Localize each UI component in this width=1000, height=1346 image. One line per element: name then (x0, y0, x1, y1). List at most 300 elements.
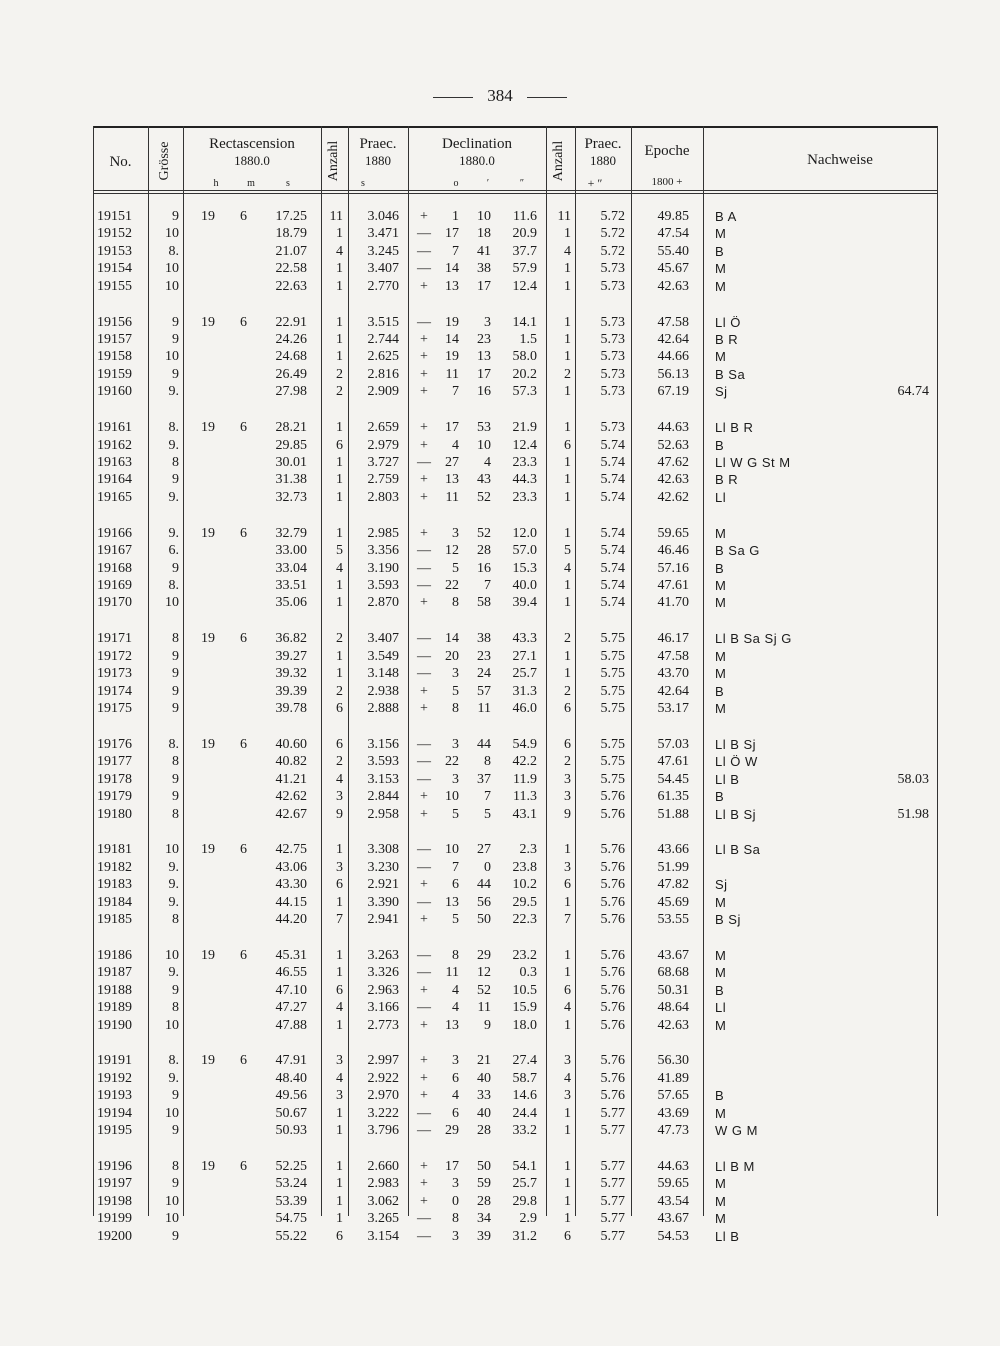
cell-no: 19173 (97, 666, 132, 682)
cell-decl-deg: 1 (452, 209, 459, 224)
cell-anzahl-1: 2 (336, 631, 343, 647)
cell-praec-decl: 5.76 (600, 806, 625, 822)
cell-praec-ra: 2.909 (367, 384, 399, 400)
cell-praec-ra: 3.222 (367, 1105, 399, 1121)
cell-ra-s: 22.58 (275, 261, 307, 277)
cell-ra-s: 46.55 (275, 965, 307, 981)
table-row (93, 260, 938, 277)
cell-decl-deg: 13 (445, 472, 459, 488)
cell-anzahl-1: 1 (336, 455, 343, 470)
cell-no: 19176 (97, 736, 132, 752)
cell-praec-ra: 2.941 (367, 912, 399, 928)
cell-decl-min: 16 (477, 560, 491, 576)
cell-ra-s: 40.82 (275, 754, 307, 770)
cell-decl-sec: 37.7 (512, 243, 537, 259)
cell-decl-sign: — (417, 1228, 431, 1244)
cell-praec-ra: 2.985 (367, 525, 399, 541)
page-number-dash-right (527, 97, 567, 98)
cell-ra-s: 29.85 (275, 437, 307, 453)
cell-decl-sign: + (420, 877, 428, 893)
cell-no: 19159 (97, 366, 132, 382)
cell-no: 19170 (97, 595, 132, 611)
cell-anzahl-1: 6 (336, 437, 343, 453)
page-number-dash-left (433, 97, 473, 98)
cell-decl-sign: + (420, 1017, 428, 1033)
cell-anzahl-2: 1 (564, 1158, 571, 1174)
cell-epoche: 47.54 (657, 226, 689, 242)
cell-decl-deg: 4 (452, 982, 459, 998)
cell-anzahl-1: 11 (329, 209, 343, 224)
cell-decl-sign: + (420, 1176, 428, 1192)
cell-praec-decl: 5.77 (600, 1211, 625, 1227)
cell-nachweise: B (715, 243, 725, 259)
cell-epoche: 51.88 (657, 806, 689, 822)
cell-anzahl-2: 4 (564, 1070, 571, 1086)
cell-epoche: 47.61 (657, 578, 689, 593)
cell-ra-m: 6 (240, 1158, 247, 1174)
cell-nachweise: M (715, 965, 727, 981)
cell-groesse: 9. (168, 489, 179, 505)
cell-praec-decl: 5.75 (600, 701, 625, 716)
table-row (93, 1158, 938, 1175)
cell-nachweise: M (715, 226, 727, 242)
header-nachweise: Nachweise (807, 152, 873, 168)
cell-no: 19171 (97, 631, 132, 647)
cell-praec-ra: 2.773 (367, 1017, 399, 1033)
cell-groesse: 8 (172, 754, 179, 770)
header-decl-unit-min: ′ (486, 178, 490, 189)
cell-decl-sign: + (420, 1053, 428, 1069)
cell-decl-sign: — (417, 261, 431, 277)
cell-praec-decl: 5.76 (600, 912, 625, 928)
cell-nachweise: M (715, 595, 727, 611)
cell-anzahl-2: 1 (564, 489, 571, 505)
cell-epoche: 53.17 (657, 701, 689, 716)
cell-anzahl-2: 1 (564, 1105, 571, 1121)
cell-groesse: 9 (172, 1176, 179, 1192)
cell-anzahl-1: 3 (336, 1088, 343, 1104)
cell-decl-sign: + (420, 1070, 428, 1086)
cell-decl-deg: 14 (445, 261, 459, 277)
cell-nachweise: Ll B Sj (715, 736, 757, 752)
cell-praec-decl: 5.74 (600, 560, 625, 576)
cell-no: 19191 (97, 1053, 132, 1069)
cell-decl-sign: — (417, 578, 431, 593)
cell-groesse: 10 (165, 595, 179, 611)
cell-ra-m: 6 (240, 947, 247, 963)
cell-epoche: 42.63 (657, 1017, 689, 1033)
cell-epoche: 44.66 (657, 349, 689, 365)
cell-decl-sign: — (417, 666, 431, 682)
cell-ra-h: 19 (201, 1053, 215, 1069)
cell-ra-s: 39.78 (275, 701, 307, 716)
cell-anzahl-1: 1 (336, 525, 343, 541)
cell-groesse: 10 (165, 226, 179, 242)
cell-no: 19185 (97, 912, 132, 928)
cell-no: 19164 (97, 472, 132, 488)
cell-no: 19196 (97, 1158, 132, 1174)
cell-anzahl-2: 1 (564, 332, 571, 347)
cell-nachweise: Ll B Sa Sj G (715, 631, 792, 647)
cell-decl-sec: 10.5 (512, 982, 537, 998)
cell-decl-min: 44 (477, 736, 491, 752)
cell-epoche: 41.89 (657, 1070, 689, 1086)
cell-anzahl-1: 6 (336, 877, 343, 893)
cell-decl-min: 18 (477, 226, 491, 242)
cell-decl-sec: 2.3 (519, 842, 537, 858)
cell-no: 19175 (97, 701, 132, 716)
cell-anzahl-1: 2 (336, 384, 343, 400)
cell-decl-sign: — (417, 1211, 431, 1227)
cell-epoche: 42.63 (657, 472, 689, 488)
cell-decl-sign: + (420, 472, 428, 488)
cell-decl-sec: 20.2 (512, 366, 537, 382)
cell-groesse: 9 (172, 314, 179, 330)
table-row (93, 577, 938, 594)
cell-ra-s: 39.27 (275, 648, 307, 664)
cell-decl-deg: 22 (445, 578, 459, 593)
cell-epoche: 54.53 (657, 1228, 689, 1244)
cell-nachweise: M (715, 701, 727, 716)
cell-groesse: 8 (172, 912, 179, 928)
cell-decl-deg: 17 (445, 1158, 459, 1174)
cell-praec-decl: 5.76 (600, 982, 625, 998)
cell-epoche: 67.19 (657, 384, 689, 400)
cell-decl-sign: — (417, 1105, 431, 1121)
cell-groesse: 9 (172, 648, 179, 664)
cell-anzahl-2: 1 (564, 384, 571, 400)
cell-anzahl-2: 3 (564, 789, 571, 805)
cell-praec-ra: 2.979 (367, 437, 399, 453)
cell-decl-sign: — (417, 894, 431, 910)
cell-anzahl-1: 4 (336, 560, 343, 576)
cell-decl-sign: + (420, 982, 428, 998)
cell-ra-m: 6 (240, 420, 247, 436)
cell-ra-h: 19 (201, 736, 215, 752)
cell-decl-deg: 14 (445, 631, 459, 647)
table-row (93, 1052, 938, 1069)
cell-ra-s: 50.93 (275, 1123, 307, 1139)
cell-ra-s: 28.21 (275, 420, 307, 436)
cell-decl-deg: 7 (452, 859, 459, 875)
table-row (93, 471, 938, 488)
cell-no: 19195 (97, 1123, 132, 1139)
cell-nachweise: M (715, 525, 727, 541)
cell-decl-sec: 27.4 (512, 1053, 537, 1069)
cell-epoche: 42.64 (657, 332, 689, 347)
cell-no: 19160 (97, 384, 132, 400)
cell-praec-decl: 5.76 (600, 1000, 625, 1016)
cell-decl-min: 37 (477, 771, 491, 787)
cell-groesse: 9. (168, 1070, 179, 1086)
cell-praec-ra: 3.549 (367, 648, 399, 664)
cell-no: 19180 (97, 806, 132, 822)
cell-decl-sign: — (417, 314, 431, 330)
cell-decl-sec: 42.2 (512, 754, 537, 770)
cell-extra-epoch: 58.03 (897, 771, 929, 787)
cell-decl-sign: — (417, 859, 431, 875)
cell-ra-h: 19 (201, 1158, 215, 1174)
cell-decl-sign: + (420, 1088, 428, 1104)
cell-no: 19178 (97, 771, 132, 787)
cell-praec-decl: 5.75 (600, 771, 625, 787)
cell-praec-decl: 5.76 (600, 1017, 625, 1033)
cell-decl-sign: + (420, 525, 428, 541)
cell-no: 19166 (97, 525, 132, 541)
cell-decl-sec: 21.9 (512, 420, 537, 436)
cell-nachweise: B Sa (715, 366, 746, 382)
cell-nachweise: M (715, 1176, 727, 1192)
cell-decl-deg: 29 (445, 1123, 459, 1139)
cell-praec-ra: 3.062 (367, 1193, 399, 1209)
header-praec-2: Praec. (584, 136, 622, 152)
cell-decl-deg: 3 (452, 1228, 459, 1244)
cell-praec-decl: 5.74 (600, 472, 625, 488)
cell-anzahl-1: 1 (336, 1158, 343, 1174)
cell-decl-min: 23 (477, 648, 491, 664)
cell-decl-sec: 11.6 (513, 209, 537, 224)
cell-anzahl-2: 2 (564, 366, 571, 382)
cell-ra-s: 33.00 (275, 543, 307, 559)
cell-decl-sign: + (420, 332, 428, 347)
cell-anzahl-1: 1 (336, 278, 343, 294)
cell-groesse: 8. (168, 578, 179, 593)
cell-praec-ra: 2.660 (367, 1158, 399, 1174)
table-row (93, 964, 938, 981)
table-row (93, 560, 938, 577)
cell-decl-min: 44 (477, 877, 491, 893)
cell-decl-sec: 29.5 (512, 894, 537, 910)
cell-epoche: 45.67 (657, 261, 689, 277)
cell-epoche: 51.99 (657, 859, 689, 875)
cell-anzahl-2: 6 (564, 877, 571, 893)
table-row (93, 1175, 938, 1192)
cell-anzahl-1: 1 (336, 595, 343, 611)
cell-praec-decl: 5.77 (600, 1193, 625, 1209)
cell-decl-sec: 12.0 (512, 525, 537, 541)
cell-groesse: 8. (168, 736, 179, 752)
cell-praec-ra: 2.888 (367, 701, 399, 716)
cell-no: 19168 (97, 560, 132, 576)
cell-anzahl-2: 1 (564, 1176, 571, 1192)
cell-decl-sec: 43.1 (512, 806, 537, 822)
cell-decl-sec: 31.3 (512, 683, 537, 699)
cell-groesse: 10 (165, 1211, 179, 1227)
cell-anzahl-2: 7 (564, 912, 571, 928)
cell-no: 19194 (97, 1105, 132, 1121)
cell-anzahl-2: 4 (564, 1000, 571, 1016)
cell-epoche: 53.55 (657, 912, 689, 928)
cell-ra-s: 22.91 (275, 314, 307, 330)
cell-decl-sign: + (420, 806, 428, 822)
cell-decl-sec: 33.2 (512, 1123, 537, 1139)
cell-no: 19200 (97, 1228, 132, 1244)
cell-praec-ra: 2.921 (367, 877, 399, 893)
cell-groesse: 9 (172, 332, 179, 347)
cell-decl-sec: 20.9 (512, 226, 537, 242)
cell-ra-h: 19 (201, 420, 215, 436)
cell-nachweise: Ll W G St M (715, 455, 791, 470)
cell-decl-min: 10 (477, 437, 491, 453)
cell-decl-deg: 8 (452, 595, 459, 611)
header-ra-unit-h: h (213, 178, 219, 189)
cell-ra-m: 6 (240, 842, 247, 858)
cell-decl-deg: 10 (445, 789, 459, 805)
star-catalogue-table (93, 126, 938, 1244)
cell-epoche: 59.65 (657, 525, 689, 541)
cell-decl-sign: — (417, 243, 431, 259)
cell-ra-s: 43.30 (275, 877, 307, 893)
cell-no: 19192 (97, 1070, 132, 1086)
cell-decl-sec: 54.9 (512, 736, 537, 752)
table-row (93, 911, 938, 928)
cell-decl-sec: 57.9 (512, 261, 537, 277)
cell-anzahl-1: 1 (336, 1017, 343, 1033)
cell-decl-deg: 8 (452, 1211, 459, 1227)
cell-anzahl-1: 1 (336, 578, 343, 593)
cell-no: 19189 (97, 1000, 132, 1016)
table-row (93, 225, 938, 242)
cell-groesse: 9. (168, 437, 179, 453)
cell-decl-sec: 23.3 (512, 489, 537, 505)
cell-anzahl-1: 1 (336, 947, 343, 963)
cell-nachweise: B (715, 789, 725, 805)
cell-ra-s: 50.67 (275, 1105, 307, 1121)
cell-decl-min: 57 (477, 683, 491, 699)
cell-decl-min: 58 (477, 595, 491, 611)
cell-anzahl-1: 1 (336, 420, 343, 436)
cell-decl-min: 52 (477, 525, 491, 541)
cell-epoche: 41.70 (657, 595, 689, 611)
cell-groesse: 9 (172, 209, 179, 224)
cell-ra-s: 17.25 (275, 209, 307, 224)
cell-praec-ra: 3.727 (367, 455, 399, 470)
cell-decl-min: 52 (477, 489, 491, 505)
table-row (93, 366, 938, 383)
cell-decl-deg: 0 (452, 1193, 459, 1209)
cell-no: 19151 (97, 209, 132, 224)
cell-epoche: 57.03 (657, 736, 689, 752)
cell-praec-ra: 3.154 (367, 1228, 399, 1244)
cell-anzahl-2: 6 (564, 701, 571, 716)
cell-ra-m: 6 (240, 1053, 247, 1069)
cell-decl-deg: 11 (445, 366, 459, 382)
cell-decl-deg: 6 (452, 1070, 459, 1086)
cell-decl-sign: — (417, 965, 431, 981)
cell-decl-sec: 25.7 (512, 1176, 537, 1192)
cell-decl-sign: + (420, 384, 428, 400)
cell-praec-ra: 2.759 (367, 472, 399, 488)
cell-praec-ra: 3.515 (367, 314, 399, 330)
cell-nachweise: M (715, 278, 727, 294)
cell-decl-sign: + (420, 912, 428, 928)
cell-nachweise: M (715, 1017, 727, 1033)
cell-nachweise: Ll (715, 1000, 727, 1016)
cell-decl-min: 43 (477, 472, 491, 488)
cell-nachweise: M (715, 947, 727, 963)
cell-epoche: 49.85 (657, 209, 689, 224)
cell-no: 19186 (97, 947, 132, 963)
cell-anzahl-1: 1 (336, 349, 343, 365)
cell-ra-h: 19 (201, 314, 215, 330)
cell-anzahl-1: 6 (336, 1228, 343, 1244)
cell-epoche: 55.40 (657, 243, 689, 259)
cell-nachweise: B Sj (715, 912, 741, 928)
cell-epoche: 43.70 (657, 666, 689, 682)
cell-decl-sign: — (417, 648, 431, 664)
cell-decl-sec: 14.1 (512, 314, 537, 330)
cell-decl-deg: 6 (452, 877, 459, 893)
cell-praec-ra: 3.166 (367, 1000, 399, 1016)
cell-epoche: 43.67 (657, 947, 689, 963)
cell-groesse: 9 (172, 1088, 179, 1104)
cell-nachweise: B (715, 1088, 725, 1104)
cell-decl-min: 39 (477, 1228, 491, 1244)
header-praec-1: Praec. (359, 136, 397, 152)
cell-anzahl-2: 3 (564, 771, 571, 787)
cell-groesse: 10 (165, 261, 179, 277)
cell-praec-decl: 5.74 (600, 489, 625, 505)
cell-anzahl-2: 4 (564, 243, 571, 259)
cell-decl-sec: 57.0 (512, 543, 537, 559)
table-row (93, 1210, 938, 1227)
cell-anzahl-2: 1 (564, 595, 571, 611)
cell-praec-decl: 5.76 (600, 1088, 625, 1104)
cell-decl-sign: + (420, 278, 428, 294)
cell-anzahl-2: 3 (564, 859, 571, 875)
cell-ra-h: 19 (201, 209, 215, 224)
page-number (0, 86, 1000, 106)
cell-nachweise: B (715, 982, 725, 998)
cell-decl-min: 33 (477, 1088, 491, 1104)
cell-anzahl-2: 1 (564, 314, 571, 330)
cell-decl-sec: 11.9 (513, 771, 537, 787)
cell-decl-sign: + (420, 437, 428, 453)
table-row (93, 1228, 938, 1245)
cell-praec-decl: 5.75 (600, 666, 625, 682)
cell-decl-sec: 23.3 (512, 455, 537, 470)
cell-decl-deg: 13 (445, 894, 459, 910)
cell-anzahl-2: 2 (564, 754, 571, 770)
cell-decl-sec: 18.0 (512, 1017, 537, 1033)
cell-decl-sec: 44.3 (512, 472, 537, 488)
cell-nachweise: B (715, 437, 725, 453)
cell-decl-sec: 23.2 (512, 947, 537, 963)
cell-anzahl-1: 1 (336, 226, 343, 242)
cell-anzahl-2: 6 (564, 736, 571, 752)
table-row (93, 876, 938, 893)
cell-anzahl-1: 4 (336, 243, 343, 259)
cell-anzahl-2: 1 (564, 261, 571, 277)
cell-decl-sec: 15.9 (512, 1000, 537, 1016)
cell-no: 19162 (97, 437, 132, 453)
cell-nachweise: M (715, 1105, 727, 1121)
cell-ra-s: 45.31 (275, 947, 307, 963)
cell-decl-deg: 8 (452, 947, 459, 963)
cell-nachweise: M (715, 349, 727, 365)
cell-decl-sec: 24.4 (512, 1105, 537, 1121)
cell-praec-ra: 2.958 (367, 806, 399, 822)
cell-praec-decl: 5.75 (600, 631, 625, 647)
cell-decl-min: 11 (477, 701, 491, 716)
cell-epoche: 42.64 (657, 683, 689, 699)
cell-praec-ra: 2.816 (367, 366, 399, 382)
cell-decl-sign: — (417, 771, 431, 787)
cell-groesse: 9 (172, 366, 179, 382)
cell-decl-min: 12 (477, 965, 491, 981)
cell-decl-deg: 5 (452, 806, 459, 822)
header-rectascension: Rectascension (209, 136, 295, 152)
